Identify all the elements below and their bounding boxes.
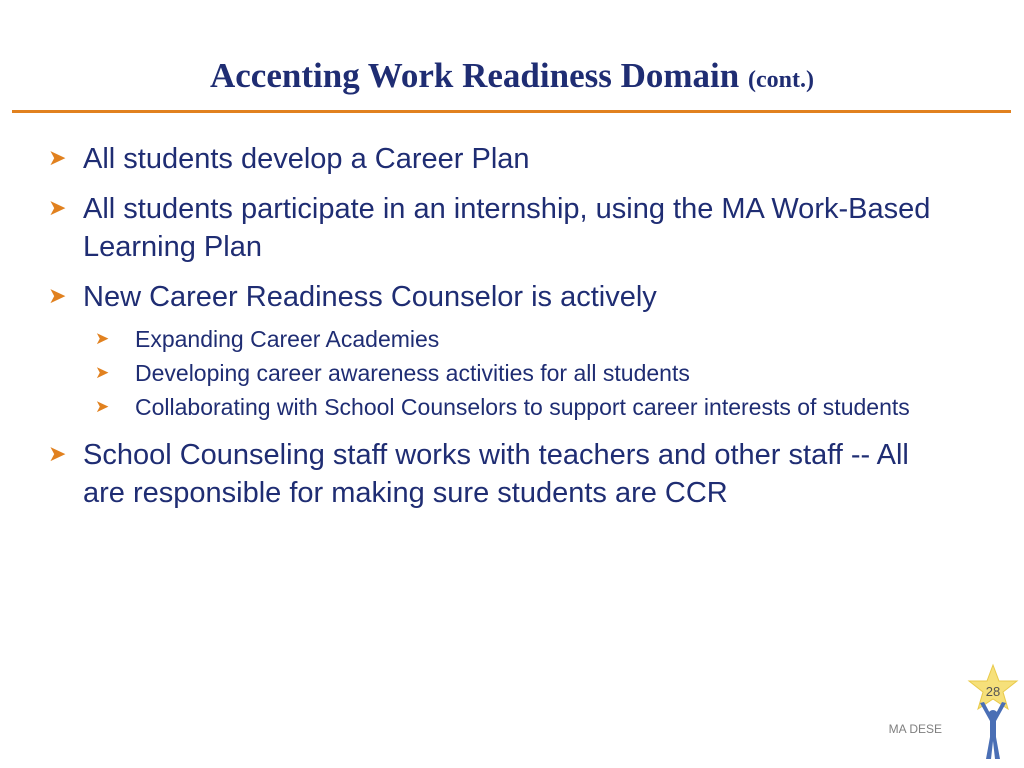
sub-bullet-item-collaborating [95, 390, 948, 424]
arrow-bullet-icon: ➤ [95, 363, 110, 383]
sub-bullet-item-awareness-activities [95, 356, 948, 390]
sub-bullet-text: Collaborating with School Counselors to support career interests of students [135, 394, 910, 420]
slide-title-main: Accenting Work Readiness Domain [210, 56, 740, 95]
arrow-bullet-icon: ➤ [48, 146, 67, 171]
footer-text: MA DESE [888, 722, 942, 736]
slide-title [0, 56, 1024, 100]
arrow-bullet-icon: ➤ [95, 329, 110, 349]
sub-bullet-text: Developing career awareness activities for all students [135, 360, 690, 386]
bullet-item-career-readiness-counselor [48, 278, 948, 316]
bullet-text: School Counseling staff works with teachers and other staff -- All are responsible for making sure students are CCR [83, 439, 909, 509]
title-underline-divider [12, 110, 1011, 113]
bullet-item-internship [48, 190, 948, 266]
bullet-item-school-counseling-staff [48, 436, 948, 512]
bullet-text: All students participate in an internship, using the MA Work-Based Learning Plan [83, 193, 931, 263]
bullet-item-career-plan [48, 140, 948, 178]
sub-bullet-text: Expanding Career Academies [135, 326, 440, 352]
page-number: 28 [985, 684, 1001, 699]
arrow-bullet-icon: ➤ [95, 397, 110, 417]
bullet-text: New Career Readiness Counselor is actively [83, 281, 657, 313]
arrow-bullet-icon: ➤ [48, 196, 67, 221]
bullet-text: All students develop a Career Plan [83, 143, 530, 175]
slide-title-suffix: (cont.) [748, 67, 814, 93]
bullet-list [48, 140, 948, 524]
arrow-bullet-icon: ➤ [48, 442, 67, 467]
sub-bullet-item-career-academies [95, 322, 948, 356]
star-person-logo-icon [966, 663, 1020, 763]
star-person-svg [966, 663, 1020, 763]
arrow-bullet-icon: ➤ [48, 284, 67, 309]
